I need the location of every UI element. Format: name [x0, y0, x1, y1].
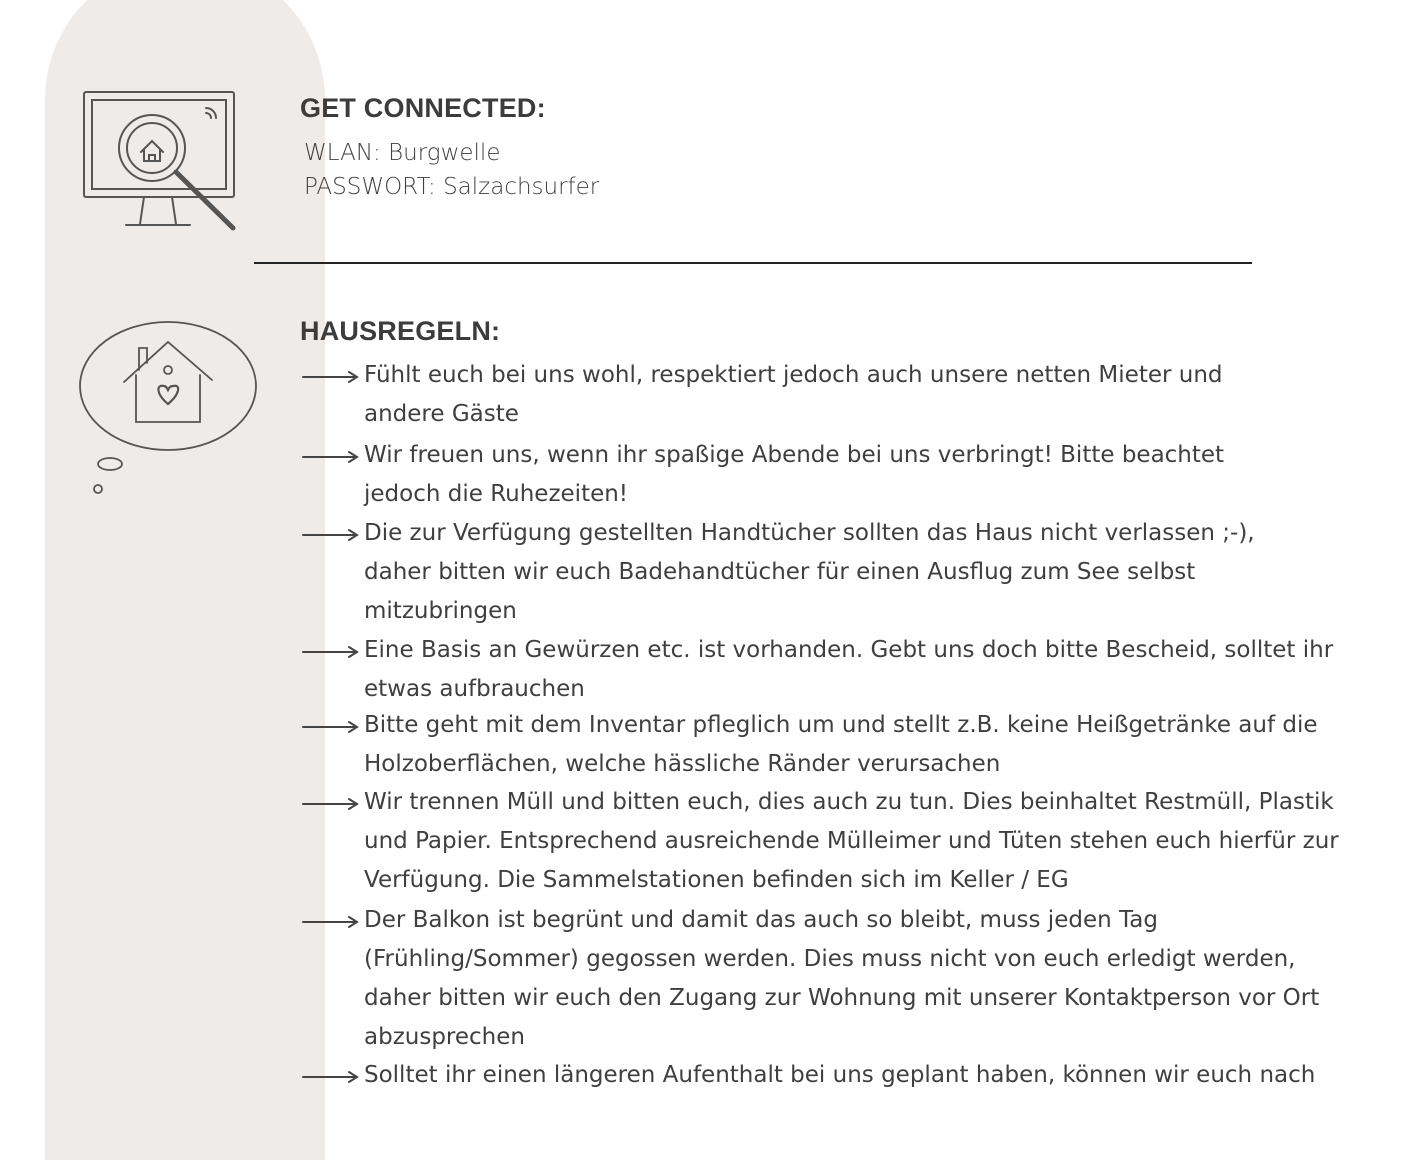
arrow-right-icon [302, 720, 360, 734]
arrow-right-icon [302, 450, 360, 464]
rule-text: Fühlt euch bei uns wohl, respektiert jedoch auch unsere netten Mieter und andere Gäste [364, 362, 1223, 427]
arrow-right-icon [302, 797, 360, 811]
house-rules-heading: HAUSREGELN: [300, 316, 501, 346]
rule-text: Wir trennen Müll und bitten euch, dies auch zu tun. Dies beinhaltet Restmüll, Plastik und Papier. Entsprechend ausreichende Mülleimer und Tüten stehen euch hierfür zur Verfügung. Die Sammelstationen befinden sich im Keller / EG [364, 789, 1339, 893]
rule-text: Wir freuen uns, wenn ihr spaßige Abende bei uns verbringt! Bitte beachtet jedoch die Ruhezeiten! [364, 442, 1225, 507]
rule-text: Der Balkon ist begrünt und damit das auch so bleibt, muss jeden Tag (Frühling/Sommer) gegossen werden. Dies muss nicht von euch erledigt werden, daher bitten wir euch den Zugang zur Wohnung mit unserer Kontaktperson vor Ort abzusprechen [364, 907, 1320, 1050]
arrow-right-icon [302, 645, 360, 659]
arrow-right-icon [302, 528, 360, 542]
arrow-right-icon [302, 1070, 360, 1084]
house-heart-thought-icon [76, 318, 261, 498]
get-connected-heading: GET CONNECTED: [300, 93, 546, 123]
arrow-right-icon [302, 370, 360, 384]
arrow-right-icon [302, 915, 360, 929]
rule-text: Solltet ihr einen längeren Aufenthalt bei uns geplant haben, können wir euch nach [364, 1062, 1316, 1088]
monitor-search-icon [78, 86, 248, 236]
rule-text: Eine Basis an Gewürzen etc. ist vorhanden. Gebt uns doch bitte Bescheid, solltet ihr etwas aufbrauchen [364, 637, 1334, 702]
password-value: PASSWORT: Salzachsurfer [304, 174, 600, 200]
wlan-value: WLAN: Burgwelle [304, 140, 501, 166]
rule-text: Die zur Verfügung gestellten Handtücher sollten das Haus nicht verlassen ;-), daher bitten wir euch Badehandtücher für einen Ausflug zum See selbst mitzubringen [364, 520, 1255, 624]
rule-text: Bitte geht mit dem Inventar pfleglich um und stellt z.B. keine Heißgetränke auf die Holzoberflächen, welche hässliche Ränder verursachen [364, 712, 1318, 777]
section-divider [254, 262, 1252, 264]
